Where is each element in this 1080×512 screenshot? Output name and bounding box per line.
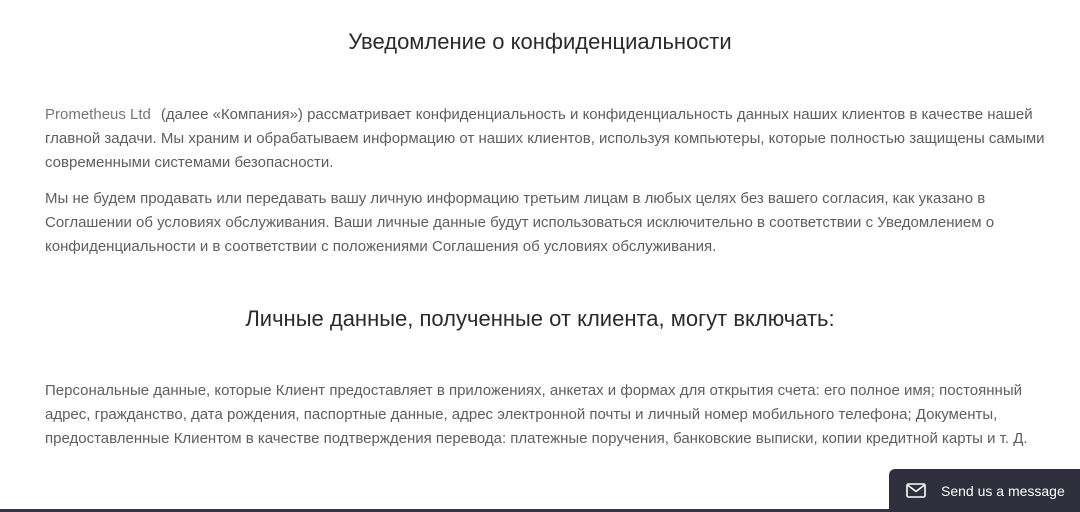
personal-data-paragraph: Персональные данные, которые Клиент предоставляет в приложениях, анкетах и формах для открытия счета: его полное имя; постоянный адрес, гражданство, дата рождения, паспортные данные, адрес электронной почты и личный номер мобильного телефона; Документы, предоставленные Клиентом в качестве подтверждения перевода: платежные поручения, банковские выписки, копии кредитной карты и т. Д. bbox=[45, 382, 1028, 447]
send-message-button[interactable] bbox=[889, 469, 1080, 512]
send-message-label: Send us a message bbox=[941, 482, 1065, 499]
intro-paragraph bbox=[45, 103, 1045, 175]
page-title: Уведомление о конфиденциальности bbox=[348, 29, 732, 54]
envelope-icon bbox=[906, 483, 926, 498]
section-title: Личные данные, полученные от клиента, могут включать: bbox=[245, 306, 835, 331]
consent-paragraph: Мы не будем продавать или передавать вашу личную информацию третьим лицам в любых целях без вашего согласия, как указано в Соглашении об условиях обслуживания. Ваши личные данные будут использоваться исключительно в соответствии с Уведомлением о конфиденциальности и в соответствии с положениями Соглашения об условиях обслуживания. bbox=[45, 190, 995, 255]
company-name: Prometheus Ltd bbox=[45, 106, 151, 123]
intro-paragraph-text: (далее «Компания») рассматривает конфиденциальность и конфиденциальность данных наших клиентов в качестве нашей главной задачи. Мы храним и обрабатываем информацию от наших клиентов, используя компьютеры, которые полностью защищены самыми современными системами безопасности. bbox=[45, 106, 1045, 171]
